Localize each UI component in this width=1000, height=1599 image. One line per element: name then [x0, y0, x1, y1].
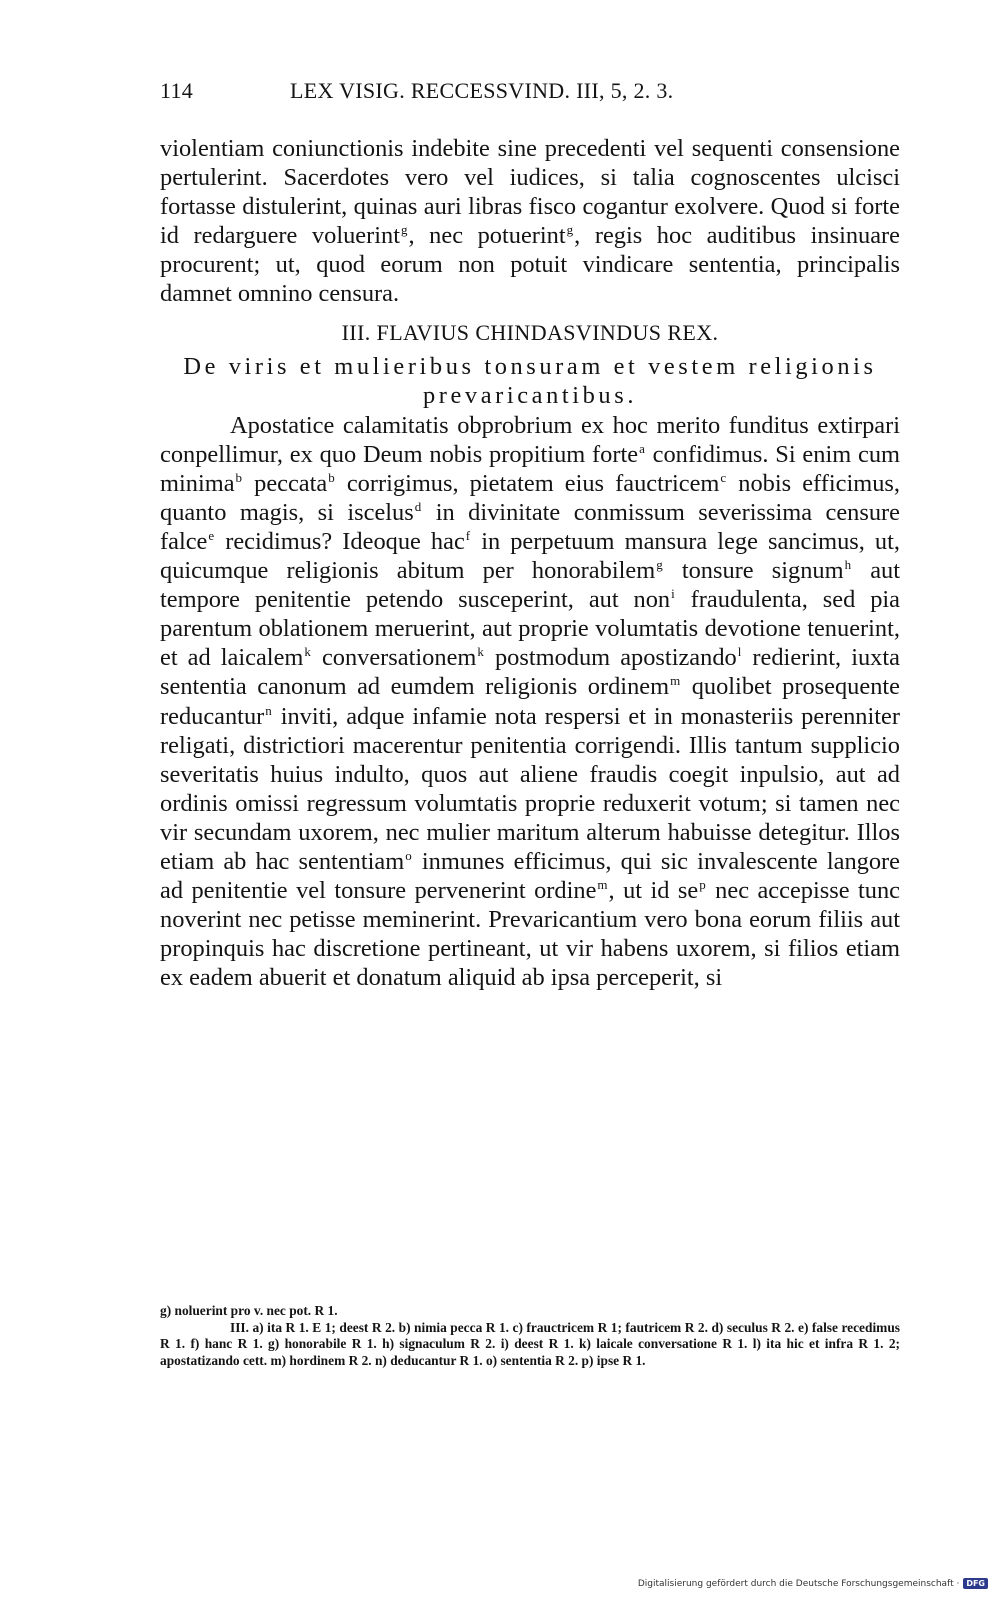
footnote-ref: c	[720, 469, 727, 485]
paragraph-1-end: , regis hoc auditibus insinuare procurent; ut, quod eorum non potuit vindicare sententia, principalis damnet omnino censura.	[160, 222, 901, 308]
paragraph-2-text: inmunes efficimus, qui sic invalescente langore ad penitentie vel tonsure pervenerint ordine	[160, 847, 900, 905]
footnote-ref: b	[328, 469, 335, 485]
running-head	[160, 68, 900, 104]
footnote-ref: k	[304, 644, 311, 660]
footnote-ref: m	[670, 673, 681, 689]
footnote-ref: n	[265, 702, 272, 718]
paragraph-2-text: fraudulenta, sed pia parentum oblationem meruerint, aut proprie volumtatis devotione tenuerint, et ad laicalem	[160, 586, 900, 672]
paragraph-2-text: redierint, iuxta sententia canonum ad eumdem religionis ordinem	[160, 644, 900, 701]
footnote-line: g) noluerint pro v. nec pot. R 1.	[160, 1303, 338, 1318]
paragraph-1-text: violentiam coniunctionis indebite sine precedenti vel sequenti consensione pertulerint. Sacerdotes vero vel iudices, si talia cognoscentes ulcisci fortasse distulerint, quinas auri libras fisco cogantur exolvere. Quod si forte id redarguere voluerint	[160, 135, 900, 250]
page-number: 114	[160, 78, 194, 103]
law-title: De viris et mulieribus tonsuram et vestem religionis prevaricantibus.	[183, 352, 877, 409]
paragraph-2-text: corrigimus, pietatem eius fauctricem	[335, 469, 720, 497]
footnote-ref: g	[566, 222, 574, 238]
footnote-ref: d	[414, 498, 422, 514]
footnote-ref: p	[699, 877, 706, 893]
paragraph-1-mid: , nec potuerint	[408, 222, 566, 250]
paragraph-2-text: recidimus? Ideoque hac	[215, 527, 465, 555]
footnote-ref: i	[671, 586, 675, 602]
footnote-ref: b	[235, 469, 243, 485]
paragraph-2-text: in divinitate conmissum severissima censure falce	[160, 498, 900, 555]
paragraph-2-text: quolibet prosequente reducantur	[160, 673, 900, 730]
paragraph-2-text: postmodum apostizando	[484, 644, 737, 672]
footnote-ref: f	[465, 527, 471, 543]
footnote-ref: a	[639, 440, 645, 456]
footnote-ref: g	[656, 557, 663, 573]
body-text	[160, 134, 900, 992]
footnote-ref: m	[597, 877, 608, 893]
footer	[638, 1578, 988, 1589]
paragraph-2-text: nobis efficimus, quanto magis, si iscelus	[160, 469, 900, 526]
paragraph-2-text: in perpetuum mansura lege sancimus, ut, quicumque religionis abitum per honorabilem	[160, 527, 900, 585]
paragraph-2-text: inviti, adque infamie nota respersi et in monasteriis perenniter religati, districtiori macerentur penitentia corrigendi. Illis tantum supplicio severitatis huius indulto, quos aut aliene fraudis coegit inpulsio, aut ad ordinis omissi regressum volumtatis proprie reduxerit votum; si tamen nec vir secundam uxorem, nec mulier maritum alterum habuisse detegitur. Illos etiam ab hac sententiam	[160, 702, 900, 875]
paragraph-2	[160, 411, 900, 993]
footnote-ref: g	[401, 222, 408, 238]
footer-text: Digitalisierung gefördert durch die Deutsche Forschungsgemeinschaft ·	[637, 1578, 960, 1589]
paragraph-2-text: , ut id se	[608, 877, 699, 905]
footnotes	[160, 1303, 900, 1369]
paragraph-2-text: tonsure signum	[663, 557, 844, 585]
running-title: LEX VISIG. RECCESSVIND. III, 5, 2. 3.	[290, 78, 674, 103]
paragraph-2-text: confidimus. Si enim cum minima	[160, 440, 900, 497]
paragraph-2-text: conversationem	[311, 644, 477, 672]
dfg-logo: DFG	[963, 1578, 988, 1589]
king-heading: III. FLAVIUS CHINDASVINDUS REX.	[341, 319, 719, 345]
footnote-ref: o	[405, 847, 412, 863]
footnote-ref: k	[477, 644, 484, 660]
footnote-ref: e	[208, 527, 215, 543]
page	[160, 68, 900, 992]
paragraph-2-text: Apostatice calamitatis obprobrium ex hoc merito funditus extirpari conpellimur, ex quo Deum nobis propitium forte	[160, 411, 900, 468]
paragraph-1	[160, 134, 900, 309]
footnote-ref: l	[737, 644, 742, 660]
paragraph-2-text: peccata	[243, 469, 328, 497]
footnote-line: III. a) ita R 1. E 1; deest R 2. b) nimia pecca R 1. c) frauctricem R 1; fautricem R 2. d) seculus R 2. e) false recedimus R 1. f) hanc R 1. g) honorabile R 1. h) signaculum R 2. i) deest R 1. k) laicale conversatione R 1. l) ita hic et infra R 1. 2; apostatizando cett. m) hordinem R 2. n) deducantur R 1. o) sententia R 2. p) ipse R 1.	[160, 1319, 900, 1368]
paragraph-2-text: nec accepisse tunc noverint nec petisse meminerint. Prevaricantium vero bona eorum filiis aut propinquis hac discretione pertineant, ut vir habens uxorem, si filios etiam ex eadem abuerit et donatum aliquid ab ipsa perceperit, si	[160, 877, 900, 992]
footnote-ref: h	[844, 557, 852, 573]
paragraph-2-text: aut tempore penitentie petendo susceperint, aut non	[160, 557, 901, 614]
